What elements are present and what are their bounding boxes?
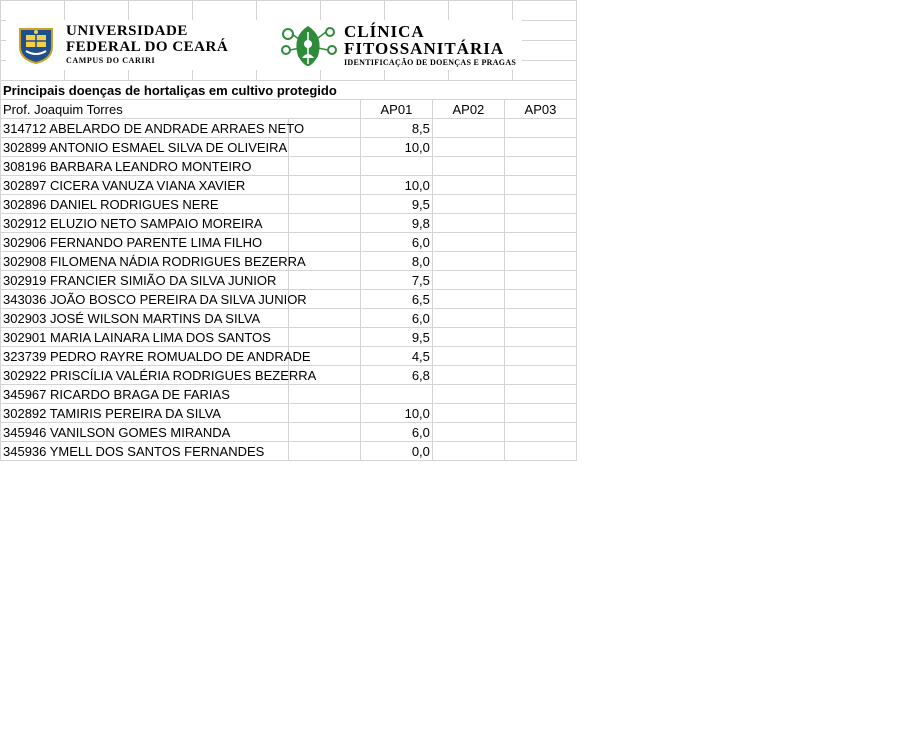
clinica-name-line2: FITOSSANITÁRIA: [344, 39, 505, 58]
table-row: [1, 233, 577, 252]
student-name-cell[interactable]: 302903 JOSÉ WILSON MARTINS DA SILVA: [1, 309, 289, 328]
grade-cell-ap02[interactable]: [432, 309, 504, 328]
grades-table: [0, 80, 577, 461]
grade-cell-ap01[interactable]: 6,8: [360, 366, 432, 385]
table-row: [1, 404, 577, 423]
course-title[interactable]: Principais doenças de hortaliças em cultivo protegido: [1, 81, 577, 100]
grade-cell-ap03[interactable]: [504, 233, 576, 252]
ufc-name-line1: UNIVERSIDADE: [66, 23, 188, 39]
student-name-cell[interactable]: 302892 TAMIRIS PEREIRA DA SILVA: [1, 404, 289, 423]
grade-cell-ap01[interactable]: 10,0: [360, 138, 432, 157]
grade-cell-ap03[interactable]: [504, 252, 576, 271]
col-header-ap02[interactable]: AP02: [432, 100, 504, 119]
empty-cell[interactable]: [288, 176, 360, 195]
grade-cell-ap02[interactable]: [432, 404, 504, 423]
clinica-logo: [278, 22, 516, 68]
empty-cell[interactable]: [288, 385, 360, 404]
student-name-cell[interactable]: 345936 YMELL DOS SANTOS FERNANDES: [1, 442, 289, 461]
empty-cell[interactable]: [288, 271, 360, 290]
grade-cell-ap03[interactable]: [504, 347, 576, 366]
student-name-cell[interactable]: 345967 RICARDO BRAGA DE FARIAS: [1, 385, 289, 404]
empty-cell[interactable]: [288, 195, 360, 214]
student-name-cell[interactable]: 302912 ELUZIO NETO SAMPAIO MOREIRA: [1, 214, 289, 233]
grade-cell-ap01[interactable]: 6,0: [360, 309, 432, 328]
empty-cell[interactable]: [288, 309, 360, 328]
table-row: [1, 385, 577, 404]
ufc-campus: CAMPUS DO CARIRI: [66, 56, 156, 65]
grade-cell-ap02[interactable]: [432, 119, 504, 138]
grade-cell-ap03[interactable]: [504, 366, 576, 385]
grade-cell-ap01[interactable]: 0,0: [360, 442, 432, 461]
grade-cell-ap03[interactable]: [504, 195, 576, 214]
title-row: [1, 81, 577, 100]
empty-cell[interactable]: [288, 404, 360, 423]
clinica-subtitle: IDENTIFICAÇÃO DE DOENÇAS E PRAGAS: [344, 58, 517, 67]
spreadsheet: [0, 0, 577, 461]
grade-cell-ap01[interactable]: 4,5: [360, 347, 432, 366]
table-row: [1, 271, 577, 290]
grade-cell-ap01[interactable]: 6,0: [360, 423, 432, 442]
grade-cell-ap01[interactable]: 10,0: [360, 176, 432, 195]
grade-cell-ap03[interactable]: [504, 290, 576, 309]
grade-cell-ap03[interactable]: [504, 157, 576, 176]
grade-cell-ap02[interactable]: [432, 233, 504, 252]
student-name-cell[interactable]: 302908 FILOMENA NÁDIA RODRIGUES BEZERRA: [1, 252, 289, 271]
student-name-cell[interactable]: 302919 FRANCIER SIMIÃO DA SILVA JUNIOR: [1, 271, 289, 290]
table-row: [1, 157, 577, 176]
student-name-cell[interactable]: 302899 ANTONIO ESMAEL SILVA DE OLIVEIRA: [1, 138, 289, 157]
grade-cell-ap02[interactable]: [432, 271, 504, 290]
grade-cell-ap01[interactable]: 7,5: [360, 271, 432, 290]
grade-cell-ap01[interactable]: 10,0: [360, 404, 432, 423]
grade-cell-ap02[interactable]: [432, 252, 504, 271]
grade-cell-ap03[interactable]: [504, 309, 576, 328]
ufc-name-line2: FEDERAL DO CEARÁ: [66, 39, 229, 55]
table-row: [1, 366, 577, 385]
ufc-seal-icon: [14, 25, 58, 65]
student-name-cell[interactable]: 308196 BARBARA LEANDRO MONTEIRO: [1, 157, 289, 176]
student-name-cell[interactable]: 323739 PEDRO RAYRE ROMUALDO DE ANDRADE: [1, 347, 289, 366]
grade-cell-ap01[interactable]: 9,8: [360, 214, 432, 233]
table-row: [1, 195, 577, 214]
grade-cell-ap03[interactable]: [504, 214, 576, 233]
empty-cell[interactable]: [288, 214, 360, 233]
table-row: [1, 328, 577, 347]
grade-cell-ap01[interactable]: 9,5: [360, 195, 432, 214]
grade-cell-ap02[interactable]: [432, 423, 504, 442]
grade-cell-ap02[interactable]: [432, 366, 504, 385]
table-row: [1, 309, 577, 328]
grade-cell-ap03[interactable]: [504, 271, 576, 290]
empty-cell[interactable]: [288, 157, 360, 176]
empty-cell[interactable]: [288, 328, 360, 347]
header-row: [1, 100, 577, 119]
grade-cell-ap02[interactable]: [432, 195, 504, 214]
grade-cell-ap03[interactable]: [504, 138, 576, 157]
student-name-cell[interactable]: 343036 JOÃO BOSCO PEREIRA DA SILVA JUNIOR: [1, 290, 289, 309]
table-row: [1, 290, 577, 309]
grade-cell-ap03[interactable]: [504, 176, 576, 195]
header-logo-area: [0, 0, 577, 80]
student-name-cell[interactable]: 302922 PRISCÍLIA VALÉRIA RODRIGUES BEZERRA: [1, 366, 289, 385]
student-name-cell[interactable]: 302897 CICERA VANUZA VIANA XAVIER: [1, 176, 289, 195]
grade-cell-ap03[interactable]: [504, 442, 576, 461]
grade-cell-ap01[interactable]: [360, 385, 432, 404]
clinica-name-line1: CLÍNICA: [344, 22, 425, 41]
grade-cell-ap02[interactable]: [432, 157, 504, 176]
grade-cell-ap01[interactable]: 9,5: [360, 328, 432, 347]
table-row: [1, 176, 577, 195]
grade-cell-ap02[interactable]: [432, 328, 504, 347]
grade-cell-ap03[interactable]: [504, 119, 576, 138]
table-row: [1, 119, 577, 138]
table-row: [1, 214, 577, 233]
grade-cell-ap02[interactable]: [432, 176, 504, 195]
empty-cell[interactable]: [288, 423, 360, 442]
grade-cell-ap02[interactable]: [432, 290, 504, 309]
grade-cell-ap02[interactable]: [432, 214, 504, 233]
table-row: [1, 138, 577, 157]
empty-cell[interactable]: [288, 442, 360, 461]
table-row: [1, 423, 577, 442]
clinica-leaf-icon: [278, 22, 338, 68]
grade-cell-ap02[interactable]: [432, 385, 504, 404]
grade-cell-ap02[interactable]: [432, 347, 504, 366]
student-name-cell[interactable]: 345946 VANILSON GOMES MIRANDA: [1, 423, 289, 442]
table-row: [1, 442, 577, 461]
col-header-ap03[interactable]: AP03: [504, 100, 576, 119]
grade-cell-ap01[interactable]: 6,5: [360, 290, 432, 309]
student-name-cell[interactable]: 314712 ABELARDO DE ANDRADE ARRAES NETO: [1, 119, 289, 138]
grade-cell-ap01[interactable]: 6,0: [360, 233, 432, 252]
grade-cell-ap02[interactable]: [432, 442, 504, 461]
grade-cell-ap01[interactable]: 8,0: [360, 252, 432, 271]
grade-cell-ap01[interactable]: 8,5: [360, 119, 432, 138]
table-row: [1, 252, 577, 271]
grade-cell-ap02[interactable]: [432, 138, 504, 157]
empty-cell[interactable]: [288, 233, 360, 252]
col-header-ap01[interactable]: AP01: [360, 100, 432, 119]
grade-cell-ap03[interactable]: [504, 404, 576, 423]
grade-cell-ap01[interactable]: [360, 157, 432, 176]
student-name-cell[interactable]: 302906 FERNANDO PARENTE LIMA FILHO: [1, 233, 289, 252]
grade-cell-ap03[interactable]: [504, 328, 576, 347]
grade-cell-ap03[interactable]: [504, 423, 576, 442]
student-name-cell[interactable]: 302901 MARIA LAINARA LIMA DOS SANTOS: [1, 328, 289, 347]
professor-name[interactable]: Prof. Joaquim Torres: [1, 100, 361, 119]
table-row: [1, 347, 577, 366]
ufc-logo: [14, 24, 228, 65]
empty-cell[interactable]: [288, 138, 360, 157]
student-name-cell[interactable]: 302896 DANIEL RODRIGUES NERE: [1, 195, 289, 214]
grade-cell-ap03[interactable]: [504, 385, 576, 404]
